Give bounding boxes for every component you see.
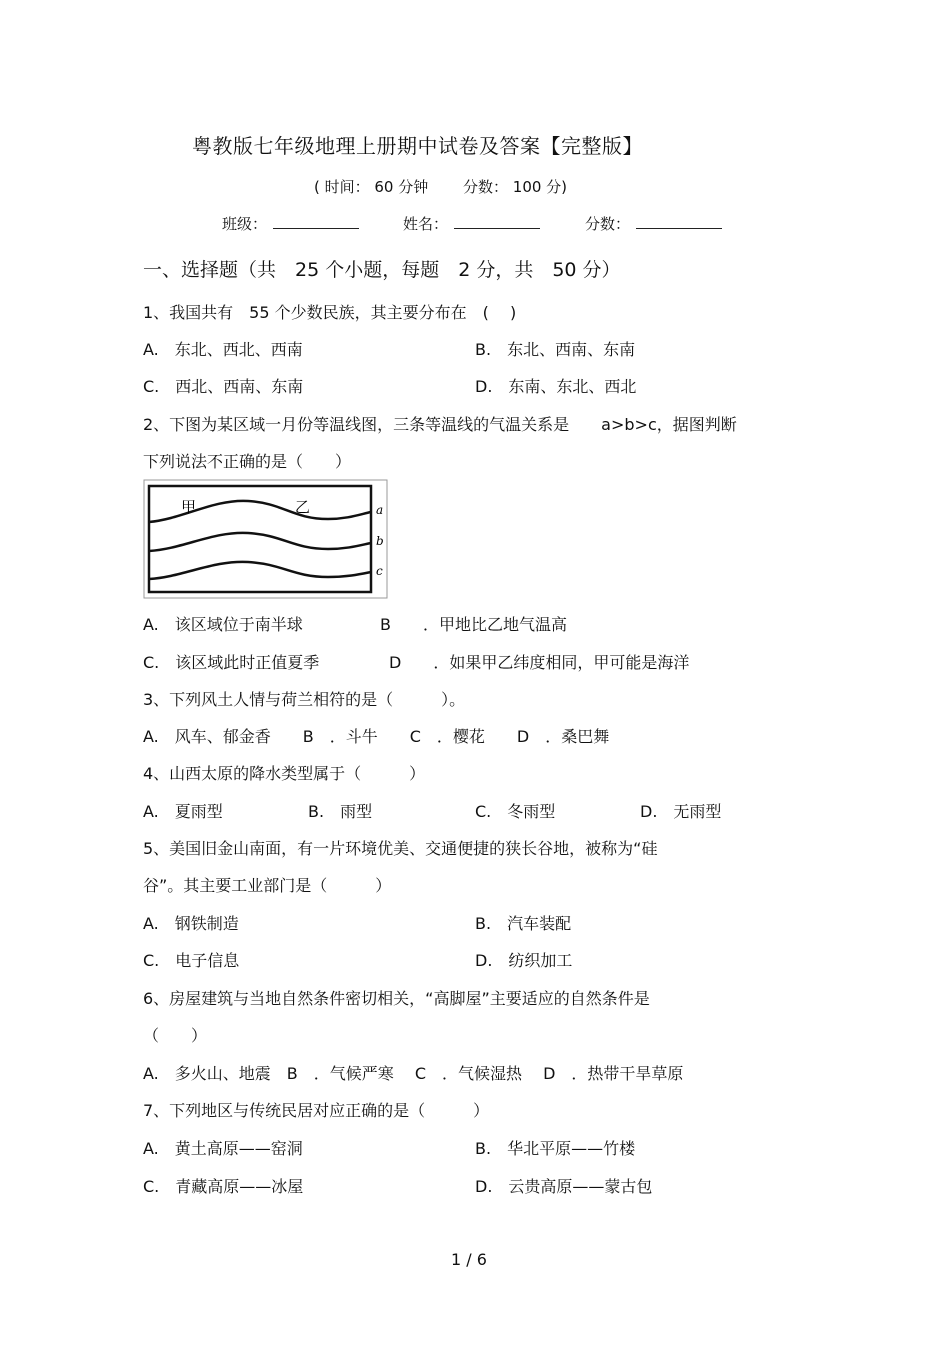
score-label: 分数： (585, 215, 631, 233)
question-2-stem-line2: 下列说法不正确的是（ ） (143, 452, 352, 471)
question-2-option-b: B ．甲地比乙地气温高 (380, 615, 567, 634)
class-label: 班级： (222, 215, 268, 233)
label-b: b (376, 534, 384, 548)
question-7-option-b: B. 华北平原——竹楼 (475, 1139, 636, 1158)
question-4-stem: 4、山西太原的降水类型属于（ ） (143, 764, 426, 783)
question-3-stem: 3、下列风土人情与荷兰相符的是（ ）。 (143, 690, 466, 709)
question-5-option-a: A. 钢铁制造 (143, 914, 239, 933)
question-4-option-a: A. 夏雨型 (143, 802, 223, 821)
question-1-option-d: D. 东南、东北、西北 (475, 377, 637, 396)
question-5-option-d: D. 纺织加工 (475, 951, 573, 970)
exam-info: ( 时间： 60 分钟 分数： 100 分) (314, 178, 568, 196)
question-2-option-d: D ．如果甲乙纬度相同，甲可能是海洋 (389, 653, 690, 672)
question-7-option-c: C. 青藏高原——冰屋 (143, 1177, 304, 1196)
question-6-stem-line2: （ ） (143, 1026, 208, 1045)
question-7-stem: 7、下列地区与传统民居对应正确的是（ ） (143, 1101, 490, 1120)
question-4-option-d: D. 无雨型 (640, 802, 722, 821)
page-number: 1 / 6 (451, 1250, 487, 1269)
question-6-options: A. 多火山、地震 B ．气候严寒 C ．气候湿热 D ．热带干旱草原 (143, 1064, 684, 1083)
question-1-stem: 1、我国共有 55 个少数民族，其主要分布在 ( ) (143, 303, 517, 322)
name-field (403, 213, 540, 234)
section-heading: 一、选择题（共 25 个小题，每题 2 分，共 50 分） (143, 259, 621, 281)
label-yi: 乙 (295, 498, 311, 516)
question-5-option-b: B. 汽车装配 (475, 914, 572, 933)
score-field (585, 213, 722, 234)
question-3-options: A. 风车、郁金香 B ．斗牛 C ．樱花 D ．桑巴舞 (143, 727, 610, 746)
page-title: 粤教版七年级地理上册期中试卷及答案【完整版】 (192, 134, 643, 158)
question-5-stem-line1: 5、美国旧金山南面，有一片环境优美、交通便捷的狭长谷地，被称为“硅 (143, 839, 658, 858)
question-6-stem-line1: 6、房屋建筑与当地自然条件密切相关，“高脚屋”主要适应的自然条件是 (143, 989, 650, 1008)
class-blank (273, 214, 359, 229)
question-4-option-b: B. 雨型 (308, 802, 373, 821)
isotherm-map-figure (143, 479, 388, 599)
question-5-stem-line2: 谷”。其主要工业部门是（ ） (143, 876, 392, 895)
label-a: a (376, 503, 384, 517)
question-5-option-c: C. 电子信息 (143, 951, 240, 970)
name-label: 姓名： (403, 215, 449, 233)
question-7-option-a: A. 黄土高原——窑洞 (143, 1139, 303, 1158)
question-4-option-c: C. 冬雨型 (475, 802, 556, 821)
question-2-option-a: A. 该区域位于南半球 (143, 615, 303, 634)
question-2-option-c: C. 该区域此时正值夏季 (143, 653, 320, 672)
question-1-option-a: A. 东北、西北、西南 (143, 340, 303, 359)
label-c: c (376, 564, 383, 578)
question-1-option-b: B. 东北、西南、东南 (475, 340, 636, 359)
name-blank (454, 214, 540, 229)
isotherm-map-svg (143, 479, 388, 599)
class-field (222, 213, 359, 234)
label-jia: 甲 (181, 498, 197, 516)
question-7-option-d: D. 云贵高原——蒙古包 (475, 1177, 653, 1196)
score-blank (636, 214, 722, 229)
question-1-option-c: C. 西北、西南、东南 (143, 377, 304, 396)
question-2-stem-line1: 2、下图为某区域一月份等温线图，三条等温线的气温关系是 a>b>c，据图判断 (143, 415, 737, 434)
